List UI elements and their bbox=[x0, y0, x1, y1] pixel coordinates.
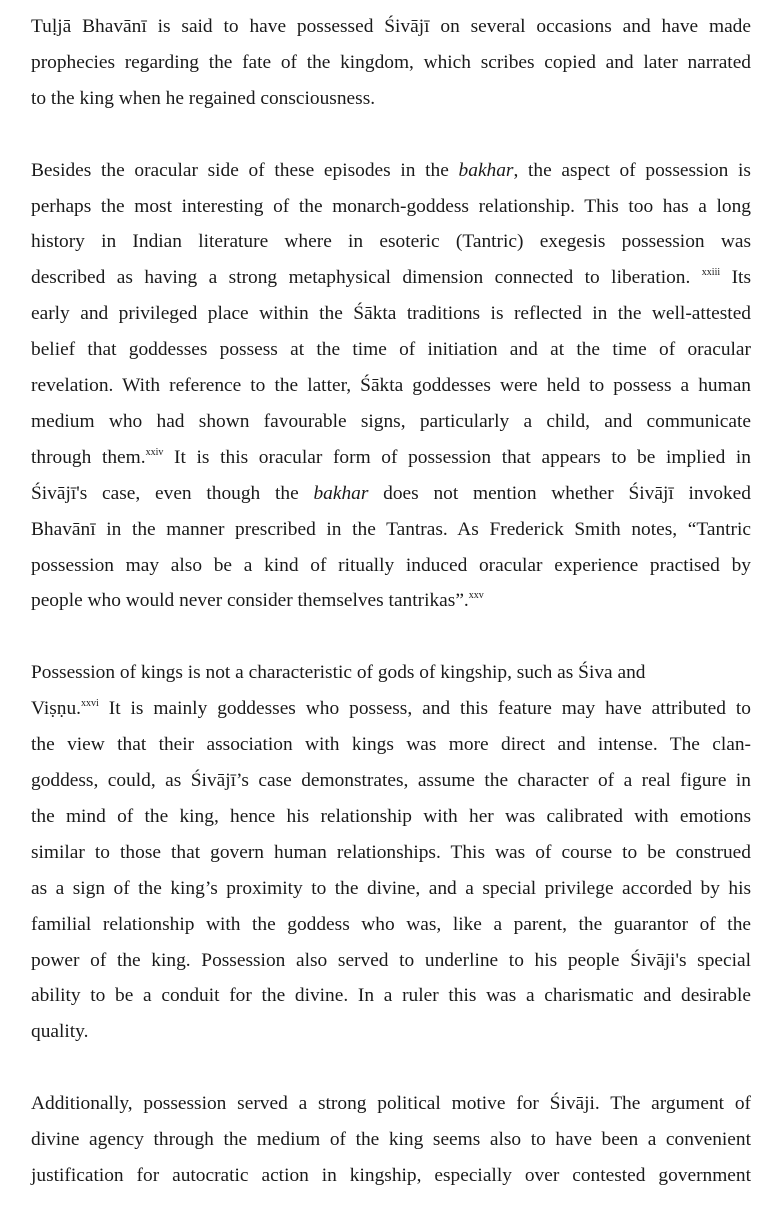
text-line bbox=[31, 224, 751, 260]
italic-term: bakhar bbox=[458, 159, 514, 181]
text-segment: people who would never consider themselves tantrikas”. bbox=[31, 590, 469, 612]
text-segment: possession may also be a kind of ritually induced oracular experience practised by bbox=[31, 554, 751, 576]
text-line bbox=[31, 1086, 751, 1122]
text-line bbox=[31, 260, 751, 296]
text-line bbox=[31, 691, 751, 727]
text-line bbox=[31, 404, 751, 440]
text-line bbox=[31, 548, 751, 584]
text-segment: perhaps the most interesting of the monarch-goddess relationship. This too has a long bbox=[31, 195, 751, 217]
text-line bbox=[31, 871, 751, 907]
text-segment: to the king when he regained consciousness. bbox=[31, 87, 376, 109]
text-line bbox=[31, 907, 751, 943]
text-line bbox=[31, 81, 751, 117]
text-segment: as a sign of the king’s proximity to the divine, and a special privilege accorded by his bbox=[31, 877, 751, 899]
text-segment: history in Indian literature where in esoteric (Tantric) exegesis possession was bbox=[31, 231, 751, 253]
footnote-marker: xxvi bbox=[81, 698, 99, 710]
text-segment: Additionally, possession served a strong political motive for Śivāji. The argument of bbox=[31, 1093, 751, 1115]
text-segment: Bhavānī in the manner prescribed in the Tantras. As Frederick Smith notes, “Tantric bbox=[31, 518, 751, 540]
text-line bbox=[31, 655, 751, 691]
paragraph-1 bbox=[31, 9, 751, 117]
text-segment: goddess, could, as Śivājī’s case demonstrates, assume the character of a real figure in bbox=[31, 770, 751, 791]
text-segment: divine agency through the medium of the king seems also to have been a convenient bbox=[31, 1129, 751, 1151]
text-line bbox=[31, 512, 751, 548]
text-segment: does not mention whether Śivājī invoked bbox=[368, 482, 751, 504]
text-segment: belief that goddesses possess at the time of initiation and at the time of oracular bbox=[31, 339, 751, 361]
text-line bbox=[31, 1122, 751, 1158]
text-segment: justification for autocratic action in kingship, especially over contested government bbox=[31, 1164, 751, 1186]
paragraph-2 bbox=[31, 153, 751, 620]
text-line bbox=[31, 440, 751, 476]
text-line bbox=[31, 476, 751, 512]
footnote-marker: xxv bbox=[468, 590, 484, 602]
text-segment: familial relationship with the goddess who was, like a parent, the guarantor of the bbox=[31, 913, 751, 935]
text-segment: Tuḷjā Bhavānī is said to have possessed Śivājī on several occasions and have made bbox=[31, 16, 751, 37]
text-segment: the view that their association with kings was more direct and intense. The clan- bbox=[31, 734, 751, 756]
text-line bbox=[31, 1158, 751, 1194]
text-line bbox=[31, 1014, 751, 1050]
text-segment: Besides the oracular side of these episodes in the bbox=[31, 159, 459, 181]
text-segment: It is mainly goddesses who possess, and this feature may have attributed to bbox=[98, 698, 751, 720]
text-segment: ability to be a conduit for the divine. In a ruler this was a charismatic and desirable bbox=[31, 985, 751, 1007]
text-line bbox=[31, 45, 751, 81]
text-segment: , the aspect of possession is bbox=[513, 159, 751, 181]
text-segment: quality. bbox=[31, 1021, 89, 1043]
text-line bbox=[31, 583, 751, 619]
text-segment: the mind of the king, hence his relationship with her was calibrated with emotions bbox=[31, 805, 751, 827]
text-line bbox=[31, 835, 751, 871]
text-line bbox=[31, 763, 751, 799]
text-line bbox=[31, 189, 751, 225]
text-line bbox=[31, 727, 751, 763]
text-line bbox=[31, 799, 751, 835]
text-line bbox=[31, 332, 751, 368]
text-line bbox=[31, 9, 751, 45]
text-segment: described as having a strong metaphysical dimension connected to liberation. bbox=[31, 267, 702, 289]
paragraph-3 bbox=[31, 655, 751, 1050]
document-page bbox=[31, 9, 751, 1230]
text-segment: power of the king. Possession also served to underline to his people Śivāji's special bbox=[31, 949, 751, 971]
footnote-marker: xxiii bbox=[701, 267, 721, 279]
italic-term: bakhar bbox=[313, 482, 369, 504]
text-segment: Its bbox=[720, 267, 751, 289]
text-segment: revelation. With reference to the latter, Śākta goddesses were held to possess a human bbox=[31, 375, 751, 397]
text-line bbox=[31, 943, 751, 979]
text-segment: It is this oracular form of possession that appears to be implied in bbox=[163, 446, 751, 468]
paragraph-4 bbox=[31, 1086, 751, 1194]
text-segment: Śivājī's case, even though the bbox=[31, 482, 314, 504]
text-segment: Possession of kings is not a characteristic of gods of kingship, such as Śiva and bbox=[31, 662, 646, 684]
footnote-marker: xxiv bbox=[145, 446, 164, 458]
text-segment: Viṣṇu. bbox=[31, 698, 82, 720]
text-segment: similar to those that govern human relationships. This was of course to be construed bbox=[31, 841, 751, 863]
text-segment: early and privileged place within the Śākta traditions is reflected in the well-attested bbox=[31, 303, 751, 325]
text-line bbox=[31, 368, 751, 404]
text-segment: through them. bbox=[31, 446, 146, 468]
text-segment: medium who had shown favourable signs, particularly a child, and communicate bbox=[31, 410, 751, 432]
text-line bbox=[31, 978, 751, 1014]
text-line bbox=[31, 153, 751, 189]
text-segment: prophecies regarding the fate of the kingdom, which scribes copied and later narrated bbox=[31, 51, 751, 73]
text-line bbox=[31, 296, 751, 332]
